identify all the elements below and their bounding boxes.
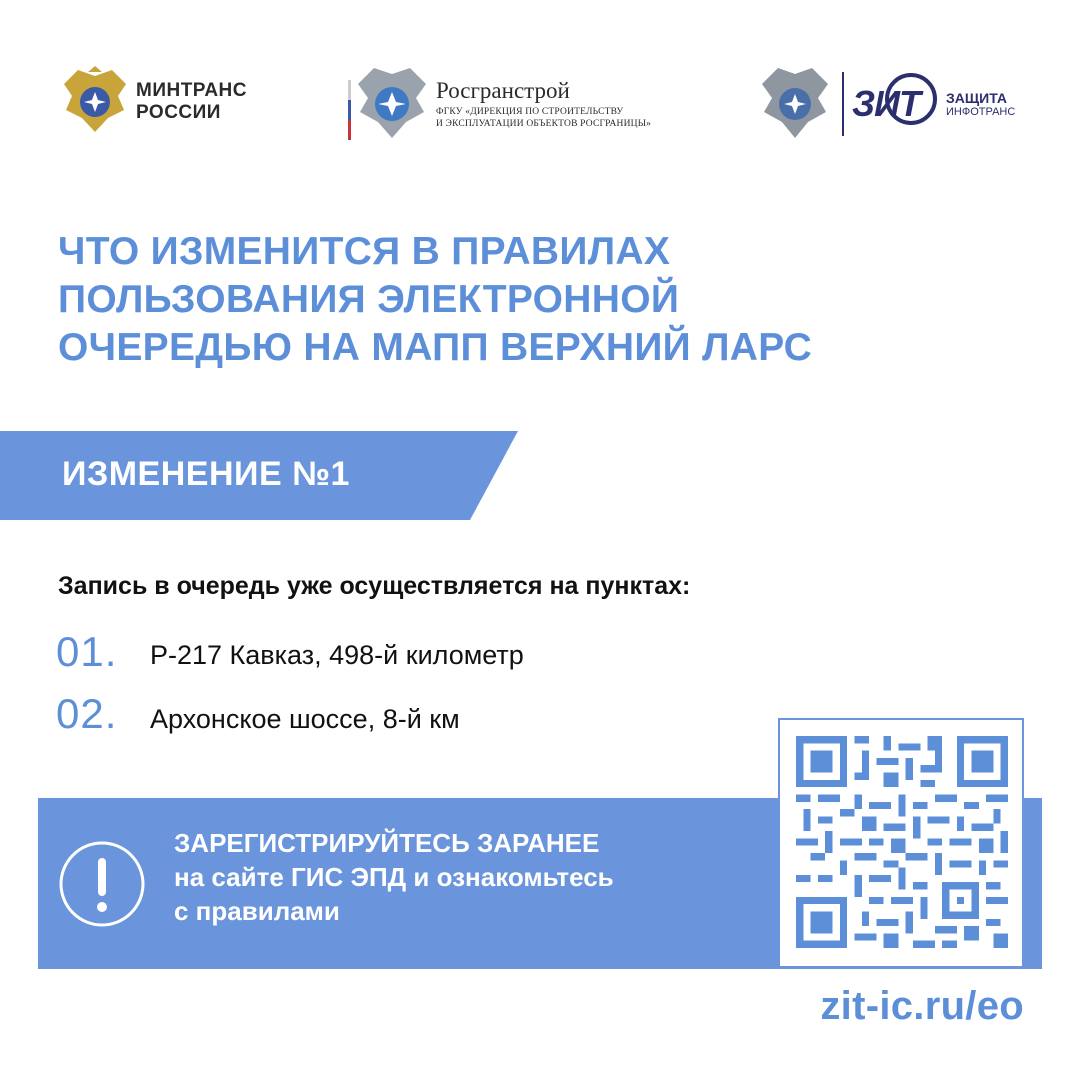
site-url[interactable]: zit-ic.ru/eo — [820, 984, 1024, 1028]
notice-line2: на сайте ГИС ЭПД и ознакомьтесь — [174, 862, 614, 892]
rosgranstroy-sub-line1: ФГКУ «ДИРЕКЦИЯ ПО СТРОИТЕЛЬСТВУ — [436, 107, 624, 117]
title-line3: ОЧЕРЕДЬЮ НА МАПП ВЕРХНИЙ ЛАРС — [58, 326, 813, 369]
point-number-2: 02. — [56, 690, 118, 737]
flag-bar — [348, 80, 351, 140]
point-text-2: Архонское шоссе, 8-й км — [150, 704, 460, 734]
notice-line3: с правилами — [174, 896, 340, 926]
zit-logo-mark: ЗИТ — [852, 83, 921, 124]
rosgranstroy-subtitle — [436, 106, 651, 130]
rosgranstroy-name: Росгранстрой — [436, 78, 570, 103]
zit-line1: ЗАЩИТА — [946, 90, 1007, 106]
qr-code[interactable] — [796, 736, 1008, 948]
mintrans-emblem-icon — [60, 66, 130, 138]
mintrans-line1: МИНТРАНС — [136, 80, 247, 101]
points-heading: Запись в очередь уже осуществляется на пунктах: — [58, 572, 691, 600]
page-title — [58, 228, 958, 372]
mintrans-line2: РОССИИ — [136, 102, 221, 123]
point-number-1: 01. — [56, 628, 118, 675]
title-line2: ПОЛЬЗОВАНИЯ ЭЛЕКТРОННОЙ — [58, 278, 680, 321]
change-label: ИЗМЕНЕНИЕ №1 — [62, 455, 350, 493]
title-line1: ЧТО ИЗМЕНИТСЯ В ПРАВИЛАХ — [58, 230, 671, 273]
notice-text — [174, 826, 754, 928]
zit-line2: ИНФОТРАНС — [946, 106, 1016, 118]
rosgranstroy-sub-line2: И ЭКСПЛУАТАЦИИ ОБЪЕКТОВ РОСГРАНИЦЫ» — [436, 119, 652, 129]
mintrans-logo-text — [136, 80, 247, 124]
rosgranstroy-emblem-icon — [356, 66, 428, 142]
zit-divider — [842, 72, 844, 136]
point-text-1: Р-217 Кавказ, 498-й километр — [150, 640, 524, 670]
exclamation-icon — [58, 840, 146, 928]
zit-emblem-icon — [760, 66, 830, 142]
notice-line1: ЗАРЕГИСТРИРУЙТЕСЬ ЗАРАНЕЕ — [174, 828, 600, 858]
